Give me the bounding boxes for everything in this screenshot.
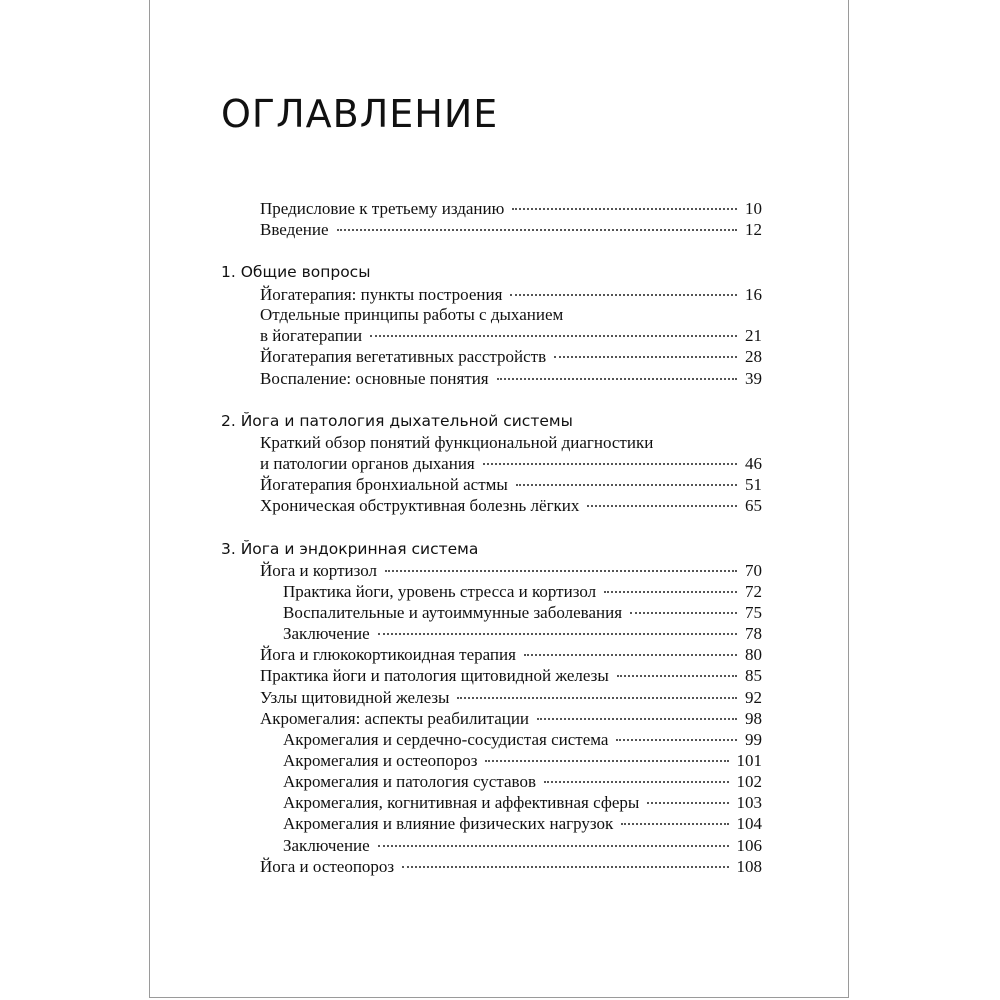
toc-subentry[interactable] [283,835,762,856]
dot-leader [537,718,737,720]
toc-page-number: 85 [745,666,762,685]
toc-entry[interactable] [260,325,762,346]
toc-page-number: 104 [736,814,762,833]
toc-page-number: 39 [745,369,762,388]
toc-page-number: 108 [736,857,762,876]
toc-entry[interactable] [260,346,762,367]
dot-leader [647,802,728,804]
toc-page-number: 16 [745,285,762,304]
toc-subentry[interactable] [283,813,762,834]
toc-page-number: 103 [736,793,762,812]
toc-entry-text[interactable]: Краткий обзор понятий функциональной диагностики [260,433,654,452]
toc-entry-text-continued: в йогатерапии [260,326,363,345]
toc-subentry[interactable] [283,729,762,750]
toc-page-number: 12 [745,220,762,239]
toc-entry-text: Воспалительные и аутоиммунные заболевания [283,603,623,622]
dot-leader [510,294,737,296]
toc-entry-text: Акромегалия и сердечно-сосудистая система [283,730,609,749]
toc-page-number: 21 [745,326,762,345]
dot-leader [483,463,737,465]
toc-entry[interactable] [260,708,762,729]
dot-leader [544,781,729,783]
toc-entry-text: Акромегалия и патология суставов [283,772,536,791]
toc-entry-text: Йога и остеопороз [260,857,395,876]
dot-leader [457,697,737,699]
section-heading-1[interactable]: 1. Общие вопросы [221,263,371,281]
toc-page-number: 101 [736,751,762,770]
dot-leader [587,505,737,507]
toc-page-number: 70 [745,561,762,580]
toc-entry-text: Акромегалия и остеопороз [283,751,478,770]
toc-subentry[interactable] [283,792,762,813]
toc-page-number: 65 [745,496,762,515]
toc-subentry[interactable] [283,750,762,771]
toc-entry-preface[interactable] [260,198,762,219]
toc-page-number: 80 [745,645,762,664]
toc-entry-text: Йогатерапия бронхиальной астмы [260,475,508,494]
toc-page-number: 51 [745,475,762,494]
toc-entry-text: Акромегалия: аспекты реабилитации [260,709,530,728]
dot-leader [370,335,737,337]
toc-entry[interactable] [260,284,762,305]
toc-entry-text: Практика йоги, уровень стресса и кортизол [283,582,597,601]
toc-entry-text: Воспаление: основные понятия [260,369,489,388]
toc-entry[interactable] [260,856,762,877]
toc-entry-text[interactable]: Отдельные принципы работы с дыханием [260,305,564,324]
dot-leader [485,760,728,762]
toc-entry[interactable] [260,560,762,581]
dot-leader [524,654,737,656]
toc-entry[interactable] [260,453,762,474]
toc-entry-text: Йога и глюкокортикоидная терапия [260,645,516,664]
toc-subentry[interactable] [283,623,762,644]
toc-entry[interactable] [260,644,762,665]
toc-page-number: 102 [736,772,762,791]
toc-entry-text: Хроническая обструктивная болезнь лёгких [260,496,580,515]
toc-entry-text: Йога и кортизол [260,561,377,580]
dot-leader [402,866,728,868]
dot-leader [617,675,737,677]
dot-leader [378,845,729,847]
toc-entry-text: Введение [260,220,329,239]
toc-entry-text: Йогатерапия вегетативных расстройств [260,347,547,366]
toc-page-number: 99 [745,730,762,749]
dot-leader [616,739,737,741]
toc-entry[interactable] [260,495,762,516]
toc-entry-text: Практика йоги и патология щитовидной железы [260,666,609,685]
toc-entry-text: Акромегалия, когнитивная и аффективная сферы [283,793,640,812]
toc-entry-introduction[interactable] [260,219,762,240]
dot-leader [621,823,728,825]
toc-page-number: 10 [745,199,762,218]
toc-entry-text-continued: и патологии органов дыхания [260,454,475,473]
dot-leader [516,484,737,486]
dot-leader [554,356,737,358]
dot-leader [337,229,737,231]
page-title: ОГЛАВЛЕНИЕ [221,92,499,136]
toc-entry-text: Акромегалия и влияние физических нагрузок [283,814,614,833]
toc-entry-text: Предисловие к третьему изданию [260,199,505,218]
section-heading-2[interactable]: 2. Йога и патология дыхательной системы [221,412,573,430]
toc-page-number: 106 [736,836,762,855]
toc-page-number: 72 [745,582,762,601]
dot-leader [378,633,737,635]
toc-page-number: 46 [745,454,762,473]
toc-entry-text: Узлы щитовидной железы [260,688,450,707]
toc-entry[interactable] [260,687,762,708]
dot-leader [512,208,737,210]
toc-entry[interactable] [260,368,762,389]
toc-page-number: 92 [745,688,762,707]
toc-entry-text: Йогатерапия: пункты построения [260,285,503,304]
dot-leader [385,570,737,572]
toc-entry-text: Заключение [283,624,370,643]
toc-page-number: 98 [745,709,762,728]
toc-subentry[interactable] [283,771,762,792]
section-heading-3[interactable]: 3. Йога и эндокринная система [221,540,479,558]
dot-leader [630,612,737,614]
toc-page-number: 78 [745,624,762,643]
toc-subentry[interactable] [283,581,762,602]
dot-leader [604,591,737,593]
dot-leader [497,378,737,380]
toc-page-number: 75 [745,603,762,622]
toc-subentry[interactable] [283,602,762,623]
toc-entry[interactable] [260,665,762,686]
toc-entry[interactable] [260,474,762,495]
toc-entry-text: Заключение [283,836,370,855]
toc-page-number: 28 [745,347,762,366]
